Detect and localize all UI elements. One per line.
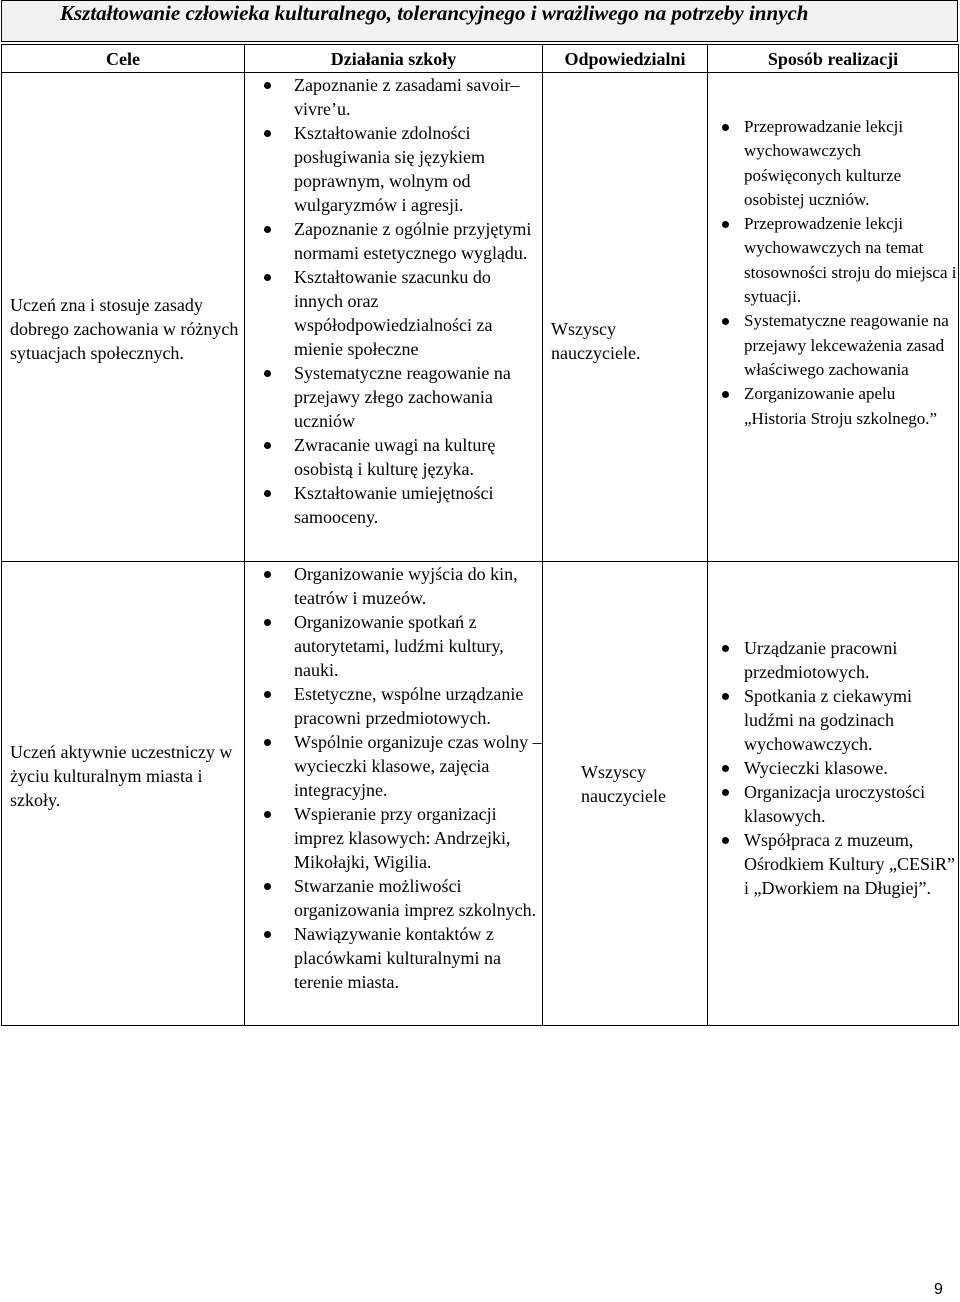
list-item: Kształtowanie zdolności posługiwania się językiem poprawnym, wolnym od wulgaryzmów i agresji. bbox=[245, 121, 542, 217]
header-responsible: Odpowiedzialni bbox=[543, 45, 708, 73]
goal-text: Uczeń aktywnie uczestniczy w życiu kulturalnym miasta i szkoły. bbox=[10, 742, 233, 810]
list-item: Spotkania z ciekawymi ludźmi na godzinach wychowawczych. bbox=[708, 684, 958, 756]
bullet-icon bbox=[264, 619, 271, 626]
ways-list bbox=[708, 636, 958, 900]
list-item: Organizacja uroczystości klasowych. bbox=[708, 780, 958, 828]
bullet-icon bbox=[264, 691, 271, 698]
bullet-icon bbox=[264, 370, 271, 377]
list-item: Zapoznanie z ogólnie przyjętymi normami estetycznego wyglądu. bbox=[245, 217, 542, 265]
bullet-icon bbox=[722, 221, 729, 228]
list-item: Wycieczki klasowe. bbox=[708, 756, 958, 780]
bullet-icon bbox=[722, 789, 729, 796]
list-item: Organizowanie spotkań z autorytetami, ludźmi kultury, nauki. bbox=[245, 610, 542, 682]
bullet-icon bbox=[264, 931, 271, 938]
list-item: Nawiązywanie kontaktów z placówkami kulturalnymi na terenie miasta. bbox=[245, 922, 542, 994]
table-row bbox=[2, 562, 959, 1026]
list-item: Kształtowanie szacunku do innych oraz współodpowiedzialności za mienie społeczne bbox=[245, 265, 542, 361]
title-row bbox=[1, 0, 958, 42]
bullet-icon bbox=[264, 811, 271, 818]
page-title: Kształtowanie człowieka kulturalnego, tolerancyjnego i wrażliwego na potrzeby innych bbox=[60, 1, 809, 25]
list-item: Współpraca z muzeum, Ośrodkiem Kultury „CESiR” i „Dworkiem na Długiej”. bbox=[708, 828, 958, 900]
goal-text: Uczeń zna i stosuje zasady dobrego zachowania w różnych sytuacjach społecznych. bbox=[10, 295, 239, 363]
plan-table bbox=[1, 44, 959, 1026]
bullet-icon bbox=[264, 442, 271, 449]
actions-cell bbox=[245, 73, 543, 562]
list-item: Systematyczne reagowanie na przejawy lekceważenia zasad właściwego zachowania bbox=[708, 309, 958, 382]
responsible-cell bbox=[543, 73, 708, 562]
bullet-icon bbox=[264, 571, 271, 578]
bullet-icon bbox=[264, 226, 271, 233]
responsible-text: Wszyscy nauczyciele. bbox=[551, 319, 641, 363]
list-item: Organizowanie wyjścia do kin, teatrów i muzeów. bbox=[245, 562, 542, 610]
list-item: Zorganizowanie apelu „Historia Stroju szkolnego.” bbox=[708, 382, 958, 431]
actions-cell bbox=[245, 562, 543, 1026]
ways-cell bbox=[708, 562, 959, 1026]
list-item: Kształtowanie umiejętności samooceny. bbox=[245, 481, 542, 529]
bullet-icon bbox=[264, 490, 271, 497]
bullet-icon bbox=[722, 124, 729, 131]
bullet-icon bbox=[722, 837, 729, 844]
bullet-icon bbox=[264, 274, 271, 281]
actions-list bbox=[245, 562, 542, 994]
bullet-icon bbox=[722, 318, 729, 325]
bullet-icon bbox=[722, 391, 729, 398]
bullet-icon bbox=[264, 130, 271, 137]
list-item: Urządzanie pracowni przedmiotowych. bbox=[708, 636, 958, 684]
list-item: Stwarzanie możliwości organizowania imprez szkolnych. bbox=[245, 874, 542, 922]
bullet-icon bbox=[264, 883, 271, 890]
list-item: Zapoznanie z zasadami savoir– vivre’u. bbox=[245, 73, 542, 121]
header-row bbox=[2, 45, 959, 73]
actions-list bbox=[245, 73, 542, 529]
header-goals: Cele bbox=[2, 45, 245, 73]
list-item: Estetyczne, wspólne urządzanie pracowni przedmiotowych. bbox=[245, 682, 542, 730]
list-item: Przeprowadzenie lekcji wychowawczych na temat stosowności stroju do miejsca i sytuacji. bbox=[708, 212, 958, 309]
header-actions: Działania szkoły bbox=[245, 45, 543, 73]
responsible-text: Wszyscy nauczyciele bbox=[581, 762, 666, 806]
list-item: Wspólnie organizuje czas wolny – wycieczki klasowe, zajęcia integracyjne. bbox=[245, 730, 542, 802]
bullet-icon bbox=[264, 82, 271, 89]
goal-cell bbox=[2, 73, 245, 562]
table-row bbox=[2, 73, 959, 562]
page-number: 9 bbox=[934, 1281, 943, 1298]
bullet-icon bbox=[722, 693, 729, 700]
goal-cell bbox=[2, 562, 245, 1026]
list-item: Przeprowadzanie lekcji wychowawczych poświęconych kulturze osobistej uczniów. bbox=[708, 115, 958, 212]
bullet-icon bbox=[722, 765, 729, 772]
bullet-icon bbox=[722, 645, 729, 652]
header-ways: Sposób realizacji bbox=[708, 45, 959, 73]
ways-cell bbox=[708, 73, 959, 562]
ways-list bbox=[708, 115, 958, 431]
list-item: Zwracanie uwagi na kulturę osobistą i kulturę języka. bbox=[245, 433, 542, 481]
list-item: Wspieranie przy organizacji imprez klasowych: Andrzejki, Mikołajki, Wigilia. bbox=[245, 802, 542, 874]
bullet-icon bbox=[264, 739, 271, 746]
responsible-cell bbox=[543, 562, 708, 1026]
list-item: Systematyczne reagowanie na przejawy złego zachowania uczniów bbox=[245, 361, 542, 433]
